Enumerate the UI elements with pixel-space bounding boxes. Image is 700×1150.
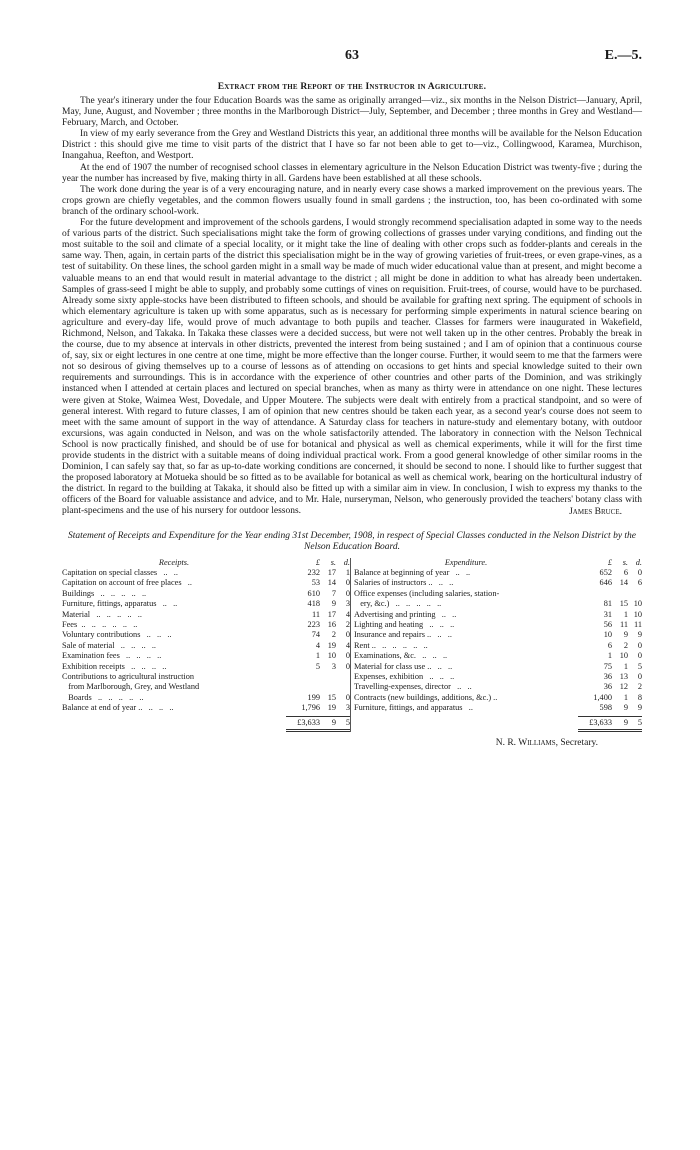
row-label: Exhibition receipts .. .. .. .. (62, 661, 167, 671)
expenditure-total: £3,633 9 5 (354, 716, 642, 732)
receipts-heading: Receipts. (158, 557, 190, 567)
statement-title: Statement of Receipts and Expenditure for the Year ending 31st December, 1908, in respect of Special Classes conducted in the Nelson District by the Nelson Education Board. (67, 530, 637, 553)
table-row (62, 662, 350, 672)
row-label: Examination fees .. .. .. .. (62, 651, 162, 661)
row-label: Boards .. .. .. .. .. (62, 692, 144, 702)
row-label: Furniture, fittings, and apparatus .. (354, 703, 473, 713)
secretary-signature: N. R. Williams, Secretary. (495, 738, 598, 749)
paragraph: At the end of 1907 the number of recognised school classes in elementary agriculture in the Nelson Education District was twenty-five ; during the year the number has increased by five, making thirty in all. Gardens have been established at all these schools. (62, 162, 642, 184)
table-row (62, 568, 350, 578)
row-label: Material for class use .. .. .. (354, 661, 453, 671)
table-row (62, 599, 350, 609)
page-header (62, 40, 642, 68)
row-label: Rent .. .. .. .. .. .. (354, 640, 428, 650)
row-label: Insurance and repairs .. .. .. (354, 630, 452, 640)
row-amount: 418 9 3 (307, 599, 350, 609)
table-row (62, 620, 350, 630)
table-row (354, 651, 642, 661)
currency-header: £ s. d. (315, 557, 350, 567)
table-row (62, 630, 350, 640)
row-amount: 11 17 4 (312, 609, 350, 619)
row-amount: 4 19 4 (315, 640, 350, 650)
row-amount: 1,400 1 8 (593, 692, 642, 702)
row-label: Travelling-expenses, director .. .. (354, 682, 472, 692)
row-label: Fees .. .. .. .. .. .. (62, 620, 138, 629)
row-amount: 232 17 1 (307, 567, 350, 577)
document-page (62, 40, 642, 748)
row-label: ery, &c.) .. .. .. .. .. (354, 599, 442, 609)
row-amount: 36 13 0 (603, 672, 642, 682)
table-row (354, 682, 642, 692)
row-amount: 1,796 19 3 (301, 703, 350, 713)
table-row (62, 682, 350, 692)
row-amount: 36 12 2 (603, 682, 642, 692)
currency-header: £ s. d. (607, 557, 642, 567)
receipts-total: £3,633 9 5 (62, 716, 350, 732)
row-amount: 74 2 0 (311, 630, 350, 640)
table-row (354, 703, 642, 713)
row-amount: 56 11 11 (603, 620, 642, 629)
row-amount: 81 15 10 (603, 599, 642, 609)
row-amount: 10 9 9 (603, 630, 642, 640)
table-row (62, 672, 350, 682)
table-row (62, 578, 350, 588)
row-label: Buildings .. .. .. .. .. (62, 588, 147, 598)
expenditure-header (354, 558, 642, 568)
row-amount: 1 10 0 (607, 651, 642, 661)
row-label: Office expenses (including salaries, station- (354, 588, 500, 598)
table-row (354, 610, 642, 620)
row-label: Capitation on special classes .. .. (62, 567, 178, 577)
row-label: Balance at beginning of year .. .. (354, 567, 471, 577)
row-amount: 652 6 0 (599, 567, 642, 577)
row-label: Voluntary contributions .. .. .. (62, 630, 172, 640)
row-label: Balance at end of year .. .. .. .. (62, 703, 174, 713)
expenditure-column (350, 558, 642, 733)
row-label: Expenses, exhibition .. .. .. (354, 672, 455, 682)
paragraph: In view of my early severance from the Grey and Westland Districts this year, an additional three months will be available for the Nelson Education District : this should give me time to visit parts of the district that I have so far not been able to get to—viz., Collingwood, Karamea, Murchison, Inangahua, Reefton, and Westport. (62, 129, 642, 162)
row-amount: 5 3 0 (315, 661, 350, 671)
report-body (62, 96, 642, 518)
signature: James Bruce. (569, 506, 622, 517)
paragraph: The year's itinerary under the four Education Boards was the same as originally arranged—viz., six months in the Nelson District—January, April, May, June, August, and November ; three months in the Marlborough District—July, September, and December ; three months in Grey and Westland—February, March, and October. (62, 96, 642, 129)
row-amount: 223 16 2 (307, 620, 350, 629)
row-amount: 1 10 0 (315, 651, 350, 661)
table-row (62, 641, 350, 651)
table-row (62, 651, 350, 661)
accounts-table (62, 558, 642, 733)
row-amount: 75 1 5 (603, 661, 642, 671)
row-label: Capitation on account of free places .. (62, 578, 192, 588)
receipts-column (62, 558, 350, 733)
page-number: 63 (345, 48, 359, 63)
table-row (354, 662, 642, 672)
table-row (62, 610, 350, 620)
expenditure-heading: Expenditure. (444, 557, 488, 567)
table-row (62, 589, 350, 599)
receipts-rows (62, 568, 350, 714)
row-label: Lighting and heating .. .. .. (354, 620, 455, 629)
paragraph: The work done during the year is of a very encouraging nature, and in nearly every case shows a marked improvement on the previous years. The crops grown are chiefly vegetables, and the common flowers usually found in small gardens ; the instruction, too, has been co-ordinated with some branch of the ordinary school-work. (62, 184, 642, 217)
row-amount: 199 15 0 (307, 692, 350, 702)
document-code: E.—5. (604, 48, 642, 63)
receipts-header (62, 558, 350, 568)
row-label: Salaries of instructors .. .. .. (354, 578, 454, 588)
row-label: Furniture, fittings, apparatus .. .. (62, 599, 178, 609)
row-label: Contributions to agricultural instruction (62, 672, 195, 682)
row-label: Material .. .. .. .. .. (62, 609, 142, 619)
paragraph: For the future development and improvement of the schools gardens, I would strongly recommend specialisation adapted in some way to the needs of various parts of the district. Such specialisations might take the form of growing collections of grasses under varying conditions, and finding out the most suitable to the soil and climate of a special locality, or it might take the line of dealing with other crops such as fodder-plants and cereals in the same way. Then, again, in certain parts of the district this specialisation might be in the way of growing varieties of fruit-trees, or even grape-vines, as a test of suitability. On these lines, the school garden might in a small way be made of much wider educational value than at present, and might become a valuable means to an end that would result in material advantage to the district ; all might be done in addition to what has already been undertaken. Samples of grass-seed I might be able to supply, and probably some cuttings of vines on requisition. Fruit-trees, of course, would have to be purchased. Already some sixty apple-stocks have been distributed to fifteen schools, and should be available for grafting next spring. The equipment of schools in which elementary agriculture is taken up with some apparatus, such as is necessary for performing simple experiments in natural science bearing on agriculture and every-day life, would prove of much advantage to both pupils and teacher. Classes for farmers were inaugurated in Wakefield, Richmond, Nelson, and Takaka. In Takaka these classes were a decided success, but were not well taken up in the other centres. Probably the break in the course, due to my absence at intervals in other districts, prevented the interest from being sustained ; and I am of opinion that a continuous course of, say, six or eight lectures in one centre at one time, might be more effective than the longer course. Further, it would seem to me that the farmers were not so desirous of giving themselves up to a course of lessons as of attending on occasions to get hints and special knowledge suited to their own requirements and surroundings. This is in accordance with the experience of other countries and other parts of the Dominion, and was strikingly instanced when I attended at certain places and lectured on special branches, when as many as thirty were in attendance on one night. These lectures were given at Stoke, Waimea West, Dovedale, and Upper Moutere. The subjects were dealt with entirely from a practical standpoint, and so were of general interest. With regard to future classes, I am of opinion that new centres should be taken each year, as a second year's course does not seem to meet with the same amount of support in the way of attendance. A Saturday class for teachers in nature-study and elementary botany, with outdoor excursions, was again conducted in Nelson, and was on the whole satisfactorily attended. The laboratory in connection with the Nelson Technical School is now practically finished, and should be of use for botanical and physical as well as chemical experiments, while it will for the first time provide students in the district with a suitable means of doing individual practical work. From a good general knowledge of other similar rooms in the Dominion, I can safely say that, so far as up-to-date working conditions are concerned, it should be second to none. I should like to further suggest that the proposed laboratory at Motueka should be so fitted as to be available for botanical as well as chemical work, bearing on the horticultural industry of the district. In regard to the building at Takaka, it should also be fitted up with a similar aim in view. In conclusion, I wish to express my thanks to the officers of the Board for valuable assistance and advice, and to Mr. Hale, nurseryman, Nelson, who generously provided the teachers' botany class with plant-specimens and the use of his nursery for outdoor lessons. (62, 218, 642, 517)
row-amount: 598 9 9 (599, 703, 642, 713)
row-label: Advertising and printing .. .. (354, 609, 457, 619)
table-row (62, 693, 350, 703)
table-row (354, 578, 642, 588)
table-row (354, 672, 642, 682)
row-amount: 610 7 0 (307, 588, 350, 598)
row-label: Examinations, &c. .. .. .. (354, 651, 448, 661)
table-row (354, 589, 642, 599)
table-row (62, 703, 350, 713)
table-row (354, 568, 642, 578)
table-row (354, 599, 642, 609)
row-amount: 6 2 0 (607, 640, 642, 650)
table-row (354, 630, 642, 640)
table-row (354, 620, 642, 630)
row-amount: 31 1 10 (603, 609, 642, 619)
row-label: from Marlborough, Grey, and Westland (62, 682, 200, 692)
row-amount: 646 14 6 (599, 578, 642, 588)
report-title: Extract from the Report of the Instructor in Agriculture. (217, 82, 487, 92)
table-row (354, 693, 642, 703)
row-label: Contracts (new buildings, additions, &c.) .. (354, 692, 498, 702)
table-row (354, 641, 642, 651)
row-label: Sale of material .. .. .. .. (62, 640, 157, 650)
row-amount: 53 14 0 (311, 578, 350, 588)
expenditure-rows (354, 568, 642, 714)
